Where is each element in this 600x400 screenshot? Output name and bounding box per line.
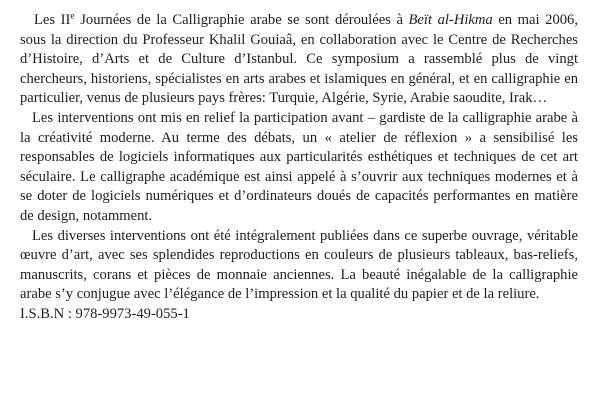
ordinal-superscript: e [70,10,75,22]
isbn-line: I.S.B.N : 978-9973-49-055-1 [20,305,190,322]
intro-text-middle: Journées de la Calligraphie arabe se sont déroulées à [74,12,409,28]
paragraph-intro [20,11,578,109]
paragraph-interventions: Les interventions ont mis en relief la participation avant – gardiste de la calligraphie arabe à la créativité moderne. Au terme des débats, un « atelier de réflexion » a sensibilisé les responsables de logiciels informatiques aux particularités esthétiques et techniques de cet art séculaire. Le calligraphe académique est ainsi appelé à s’ouvrir aux techniques modernes et à se doter de logiciels numériques et d’ordinateurs doués de capacités performantes en matière de design, notamment. [20,109,578,224]
venue-name: Beït al-Hikma [408,12,493,28]
paragraph-publication: Les diverses interventions ont été intégralement publiées dans ce superbe ouvrage, véritable œuvre d’art, avec ses splendides reproductions en couleurs de plusieurs tableaux, bas-reliefs, manuscrits, corans et pièces de monnaie anciennes. La beauté inégalable de la calligraphie arabe s’y conjugue avec l’élégance de l’impression et la qualité du papier et de la reliure. [20,227,578,303]
intro-text-start: Les II [34,12,71,28]
intro-text-end: en mai 2006, sous la direction du Professeur Khalil Gouiaâ, en collaboration avec le Centre de Recherches d’Histoire, d’Arts et de Culture d’Istanbul. Ce symposium a rassemblé plus de vingt chercheurs, historiens, spécialistes en arts arabes et islamiques en général, et en calligraphie en particulier, venus de plusieurs pays frères: Turquie, Algérie, Syrie, Arabie saoudite, Irak… [20,12,578,107]
